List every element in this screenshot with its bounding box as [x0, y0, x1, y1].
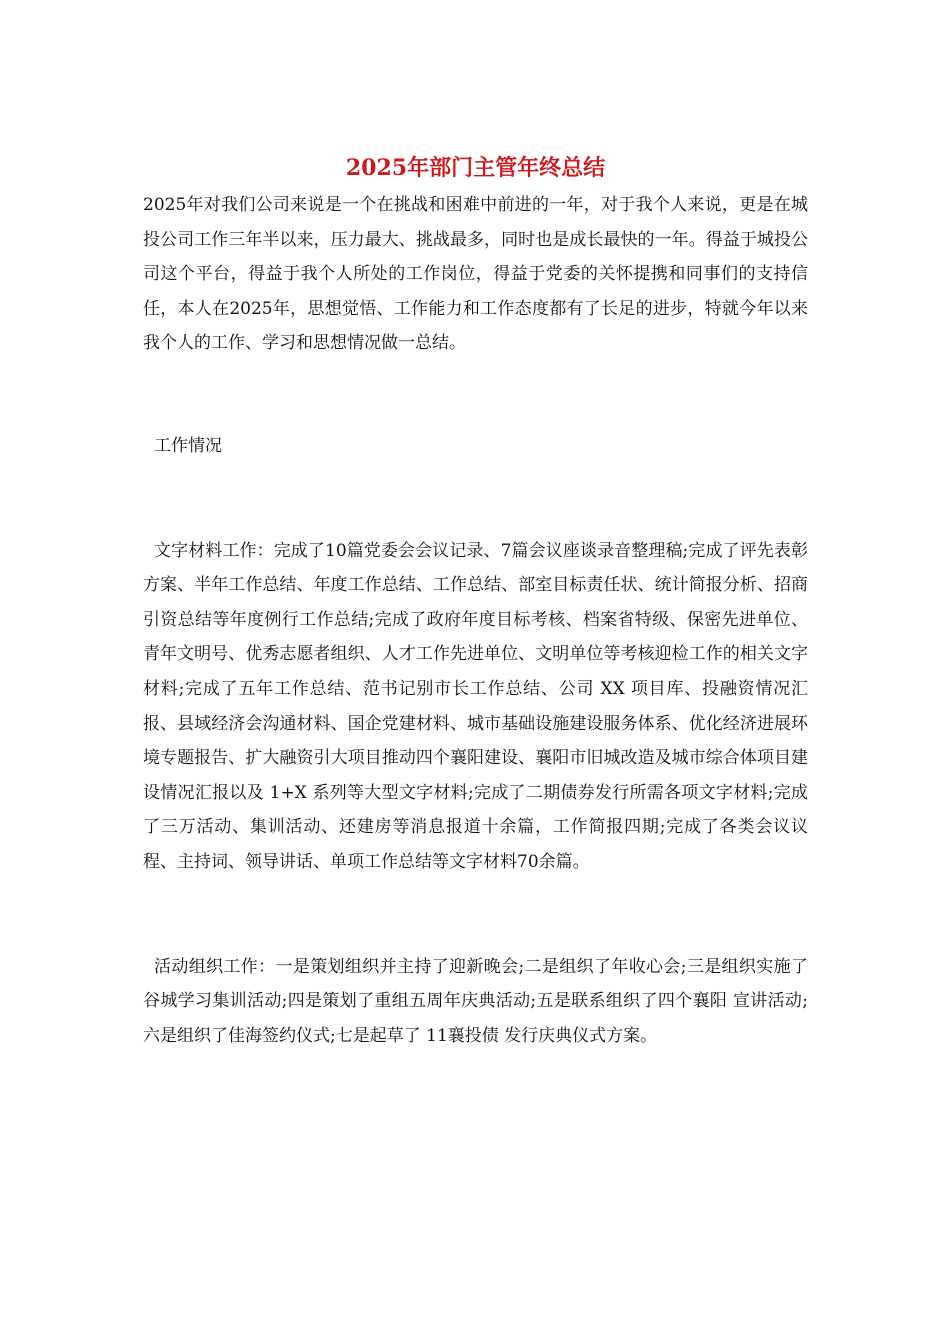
intro-paragraph: 2025年对我们公司来说是一个在挑战和困难中前进的一年，对于我个人来说，更是在城投公司工作三年半以来，压力最大、挑战最多，同时也是成长最快的一年。得益于城投公司这个平台，得益于我个人所处的工作岗位，得益于党委的关怀提携和同事们的支持信任，本人在2025年，思想觉悟、工作能力和工作态度都有了长足的进步，特就今年以来我个人的工作、学习和思想情况做一总结。 — [143, 195, 808, 354]
paragraph-activities: 活动组织工作：一是策划组织并主持了迎新晚会;二是组织了年收心会;三是组织实施了谷城学习集训活动;四是策划了重组五周年庆典活动;五是联系组织了四个襄阳 宣讲活动;六是组织了佳海签约仪式;七是起草了 11襄投债 发行庆典仪式方案。 — [143, 956, 808, 1046]
document-page — [143, 150, 808, 1053]
spacer — [143, 880, 808, 950]
spacer — [143, 361, 808, 429]
section-heading: 工作情况 — [154, 435, 222, 456]
document-title: 2025年部门主管年终总结 — [345, 155, 606, 181]
spacer — [143, 464, 808, 534]
paragraph-text-materials: 文字材料工作：完成了10篇党委会会议记录、7篇会议座谈录音整理稿;完成了评先表彰方案、半年工作总结、年度工作总结、工作总结、部室目标责任状、统计简报分析、招商引资总结等年度例行工作总结;完成了政府年度目标考核、档案省特级、保密先进单位、青年文明号、优秀志愿者组织、人才工作先进单位、文明单位等考核迎检工作的相关文字材料;完成了五年工作总结、范书记别市长工作总结、公司 XX 项目库、投融资情况汇报、县域经济会沟通材料、国企党建材料、城市基础设施建设服务体系、优化经济进展环境专题报告、扩大融资引大项目推动四个襄阳建设、襄阳市旧城改造及城市综合体项目建设情况汇报以及 1+X 系列等大型文字材料;完成了二期债券发行所需各项文字材料;完成了三万活动、集训活动、还建房等消息报道十余篇，工作简报四期;完成了各类会议议程、主持词、领导讲话、单项工作总结等文字材料70余篇。 — [143, 540, 808, 872]
